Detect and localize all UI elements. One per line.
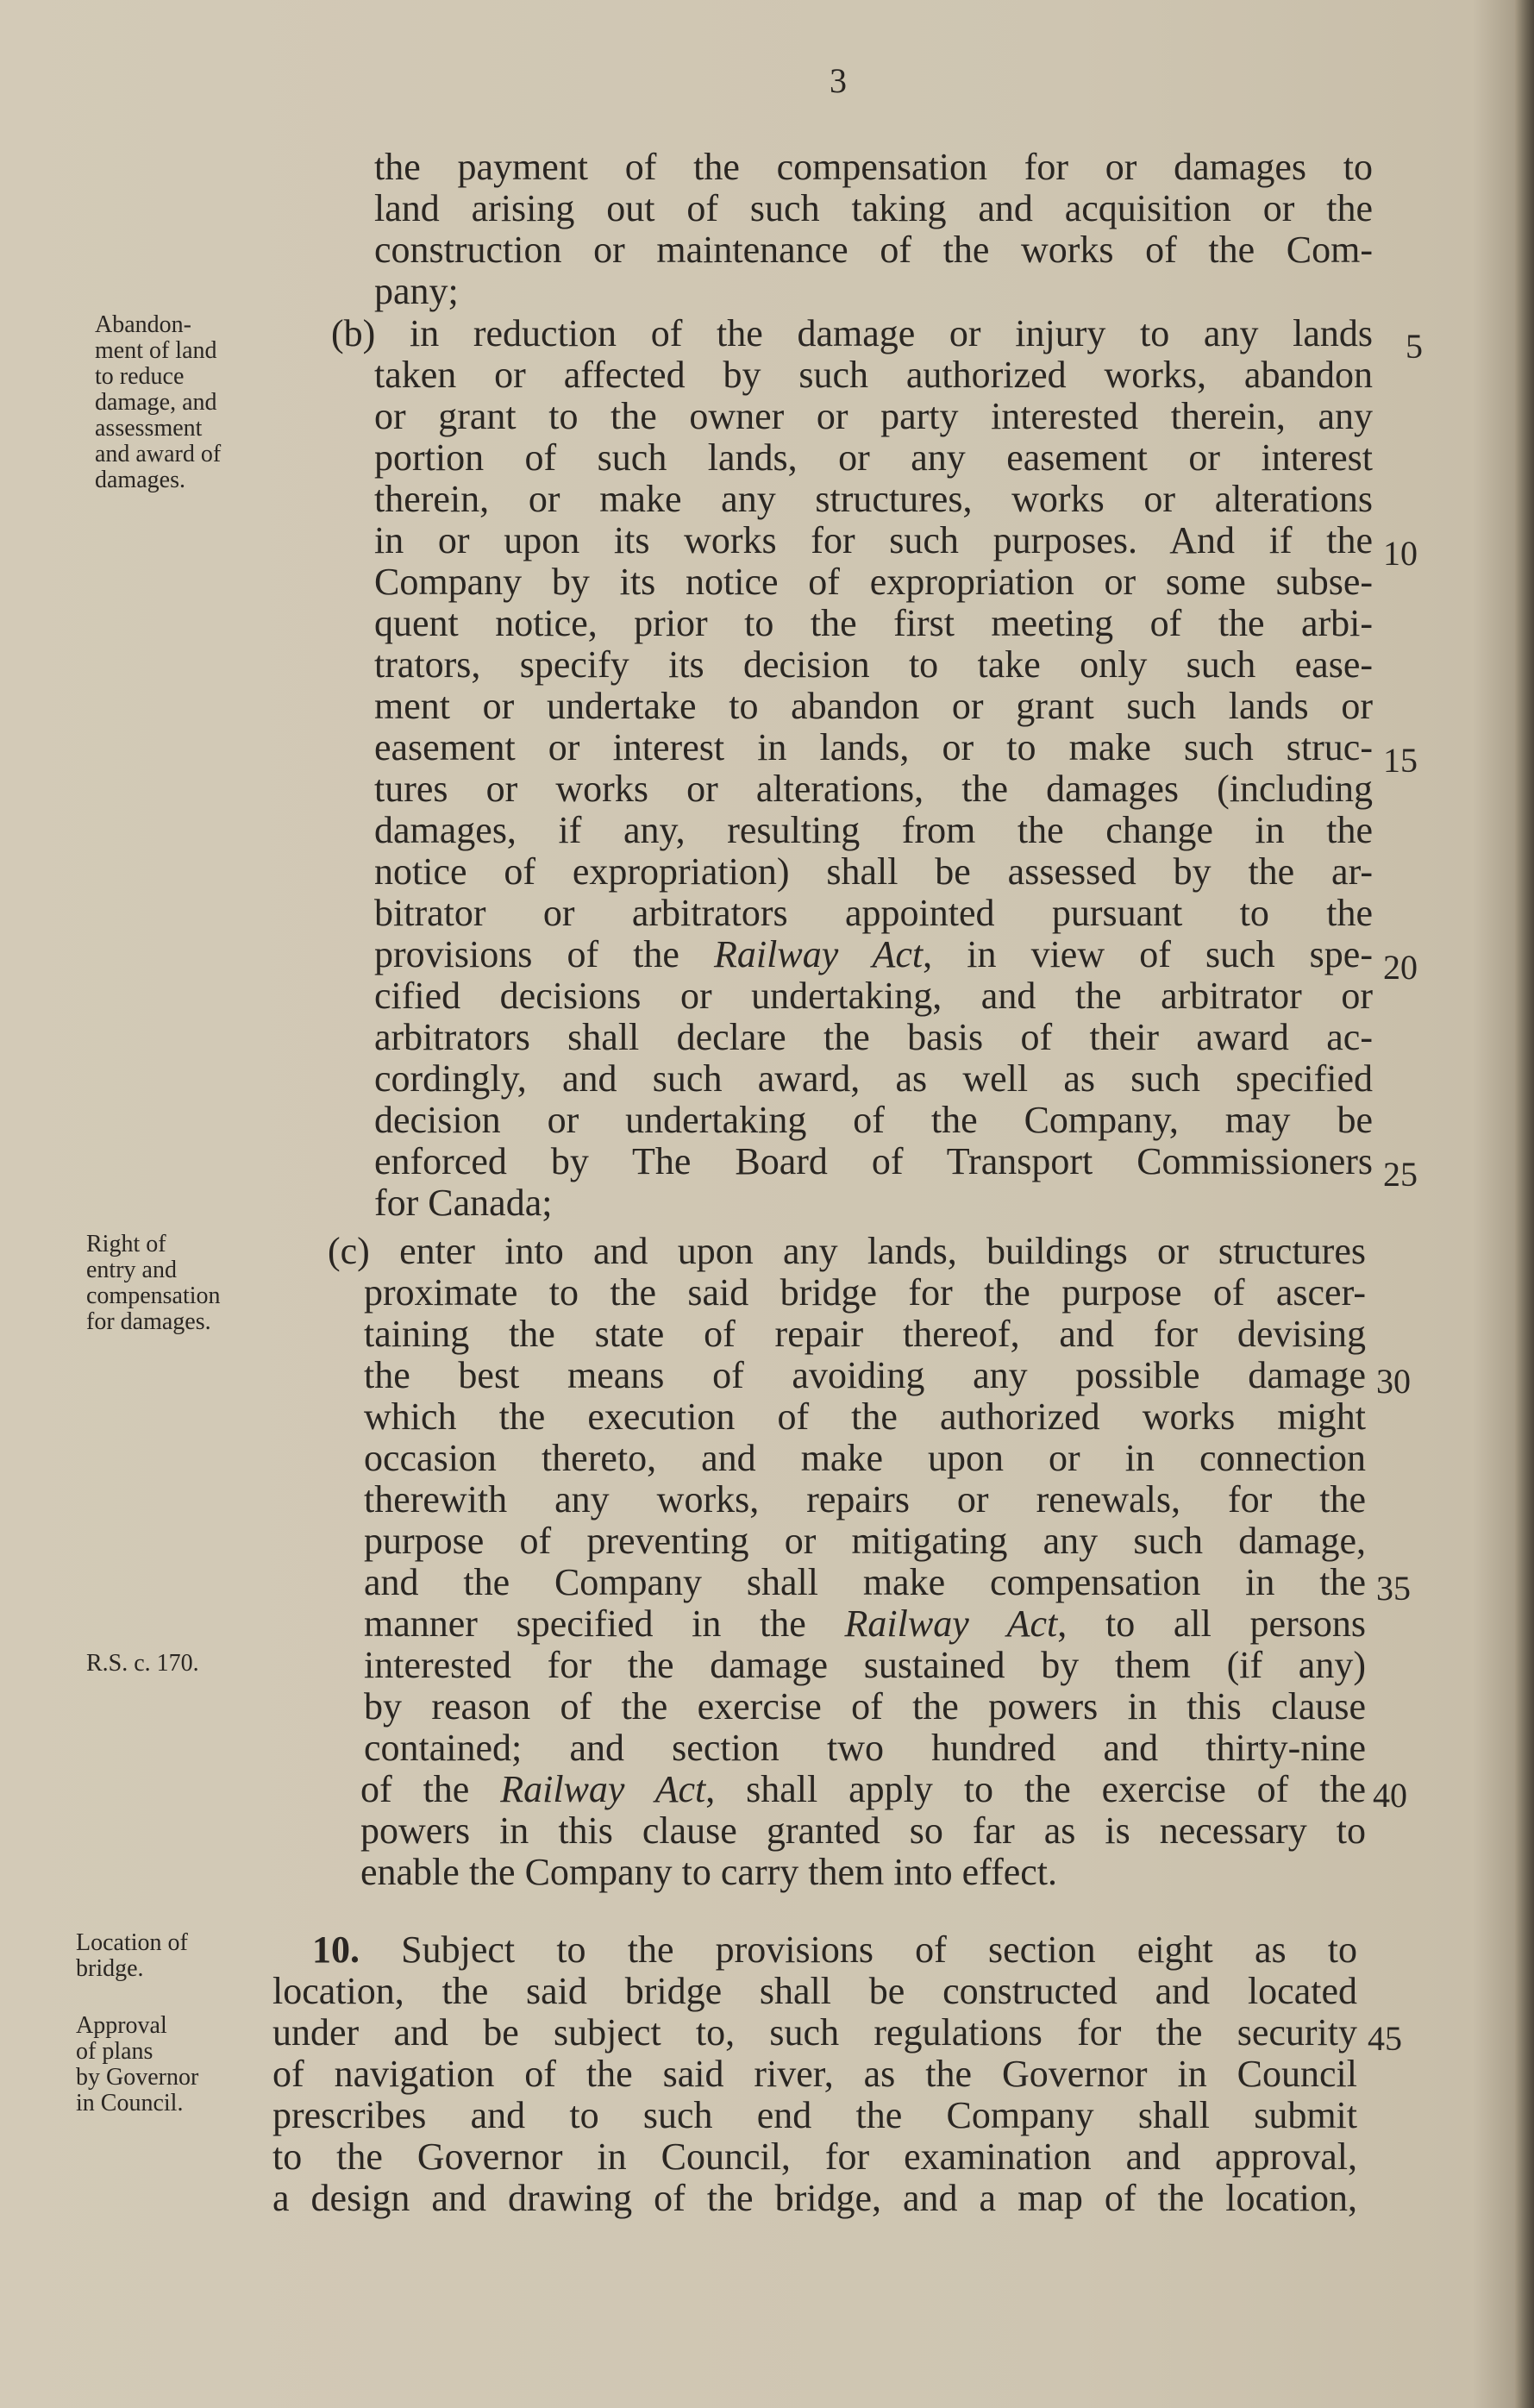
page-edge [1515, 0, 1534, 2408]
line-number: 5 [1406, 327, 1423, 366]
body-line: (c) enter into and upon any lands, buildings or structures [328, 1231, 1366, 1272]
body-line: damages, if any, resulting from the change in the [374, 810, 1373, 851]
margin-note-line: in Council. [76, 2090, 184, 2116]
margin-note-line: Right of [86, 1231, 166, 1257]
body-line: to the Governor in Council, for examination and approval, [272, 2136, 1357, 2178]
body-line: cordingly, and such award, as well as such specified [374, 1058, 1373, 1100]
line-number: 20 [1383, 948, 1418, 987]
body-line: easement or interest in lands, or to make such struc- [374, 727, 1373, 768]
body-line: the best means of avoiding any possible damage [364, 1355, 1366, 1396]
body-line: of navigation of the said river, as the Governor in Council [272, 2054, 1357, 2095]
body-line: quent notice, prior to the first meeting of the arbi- [374, 603, 1373, 644]
margin-note-line: R.S. c. 170. [86, 1650, 199, 1677]
body-line: therewith any works, repairs or renewals, for the [364, 1479, 1366, 1521]
body-line: portion of such lands, or any easement or interest [374, 437, 1373, 479]
line-number: 25 [1383, 1155, 1418, 1194]
body-line: arbitrators shall declare the basis of their award ac- [374, 1017, 1373, 1058]
body-line: interested for the damage sustained by them (if any) [364, 1645, 1366, 1686]
line-number: 30 [1376, 1362, 1411, 1401]
body-line: taining the state of repair thereof, and for devising [364, 1314, 1366, 1355]
body-line: proximate to the said bridge for the purpose of ascer- [364, 1272, 1366, 1314]
body-line: bitrator or arbitrators appointed pursuant to the [374, 893, 1373, 934]
body-line: or grant to the owner or party interested therein, any [374, 396, 1373, 437]
margin-note-rs [86, 1651, 199, 1677]
margin-note-line: Approval [76, 2012, 167, 2039]
body-line: for Canada; [374, 1182, 553, 1224]
body-line: and the Company shall make compensation in the [364, 1562, 1366, 1603]
body-line: enable the Company to carry them into effect. [360, 1851, 1058, 1893]
body-line: occasion thereto, and make upon or in connection [364, 1438, 1366, 1479]
body-line: taken or affected by such authorized works, abandon [374, 354, 1373, 396]
body-line: therein, or make any structures, works or alterations [374, 479, 1373, 520]
body-line: which the execution of the authorized works might [364, 1396, 1366, 1438]
body-line: the payment of the compensation for or damages to [374, 147, 1373, 188]
margin-note-line: for damages. [86, 1308, 211, 1335]
margin-note-line: compensation [86, 1282, 221, 1309]
body-line: a design and drawing of the bridge, and a map of the location, [272, 2178, 1357, 2219]
margin-note-line: bridge. [76, 1955, 144, 1982]
line-number: 15 [1383, 741, 1418, 780]
page-number: 3 [830, 61, 847, 100]
line-number: 35 [1376, 1569, 1411, 1608]
margin-note-location [76, 1930, 188, 1982]
body-line: ment or undertake to abandon or grant such lands or [374, 686, 1373, 727]
margin-note-line: damages. [95, 467, 185, 493]
body-line: land arising out of such taking and acquisition or the [374, 188, 1373, 229]
margin-note-line: Abandon- [95, 311, 191, 338]
body-line: of the Railway Act, shall apply to the exercise of the [360, 1769, 1366, 1810]
margin-note-right-of-entry [86, 1232, 221, 1335]
body-line: manner specified in the Railway Act, to all persons [364, 1603, 1366, 1645]
margin-note-line: damage, and [95, 389, 217, 416]
body-line: pany; [374, 270, 459, 312]
body-line: under and be subject to, such regulations for the security [272, 2012, 1357, 2054]
margin-note-approval [76, 2013, 198, 2116]
margin-note-line: assessment [95, 415, 203, 442]
margin-note-line: to reduce [95, 363, 185, 390]
body-line: provisions of the Railway Act, in view of such spe- [374, 934, 1373, 975]
body-line: (b) in reduction of the damage or injury to any lands [331, 313, 1373, 354]
margin-note-line: by Governor [76, 2064, 199, 2091]
margin-note-line: of plans [76, 2038, 153, 2065]
body-line: decision or undertaking of the Company, may be [374, 1100, 1373, 1141]
body-line: 10. Subject to the provisions of section eight as to [312, 1929, 1357, 1971]
line-number: 45 [1368, 2019, 1402, 2058]
margin-note-line: Location of [76, 1929, 188, 1956]
body-line: in or upon its works for such purposes. And if the [374, 520, 1373, 561]
margin-note-line: and award of [95, 441, 222, 467]
body-line: contained; and section two hundred and thirty-nine [364, 1728, 1366, 1769]
body-line: enforced by The Board of Transport Commissioners [374, 1141, 1373, 1182]
margin-note-abandonment [95, 312, 221, 493]
body-line: location, the said bridge shall be constructed and located [272, 1971, 1357, 2012]
margin-note-line: ment of land [95, 337, 217, 364]
body-line: tures or works or alterations, the damages (including [374, 768, 1373, 810]
line-number: 10 [1383, 534, 1418, 573]
body-line: purpose of preventing or mitigating any such damage, [364, 1521, 1366, 1562]
body-line: Company by its notice of expropriation or some subse- [374, 561, 1373, 603]
body-line: trators, specify its decision to take only such ease- [374, 644, 1373, 686]
body-line: powers in this clause granted so far as is necessary to [360, 1810, 1366, 1852]
body-line: notice of expropriation) shall be assessed by the ar- [374, 851, 1373, 893]
margin-note-line: entry and [86, 1257, 177, 1283]
body-line: by reason of the exercise of the powers in this clause [364, 1686, 1366, 1728]
line-number: 40 [1373, 1776, 1407, 1815]
body-line: prescribes and to such end the Company shall submit [272, 2095, 1357, 2136]
body-line: cified decisions or undertaking, and the arbitrator or [374, 975, 1373, 1017]
body-line: construction or maintenance of the works of the Com- [374, 229, 1373, 271]
